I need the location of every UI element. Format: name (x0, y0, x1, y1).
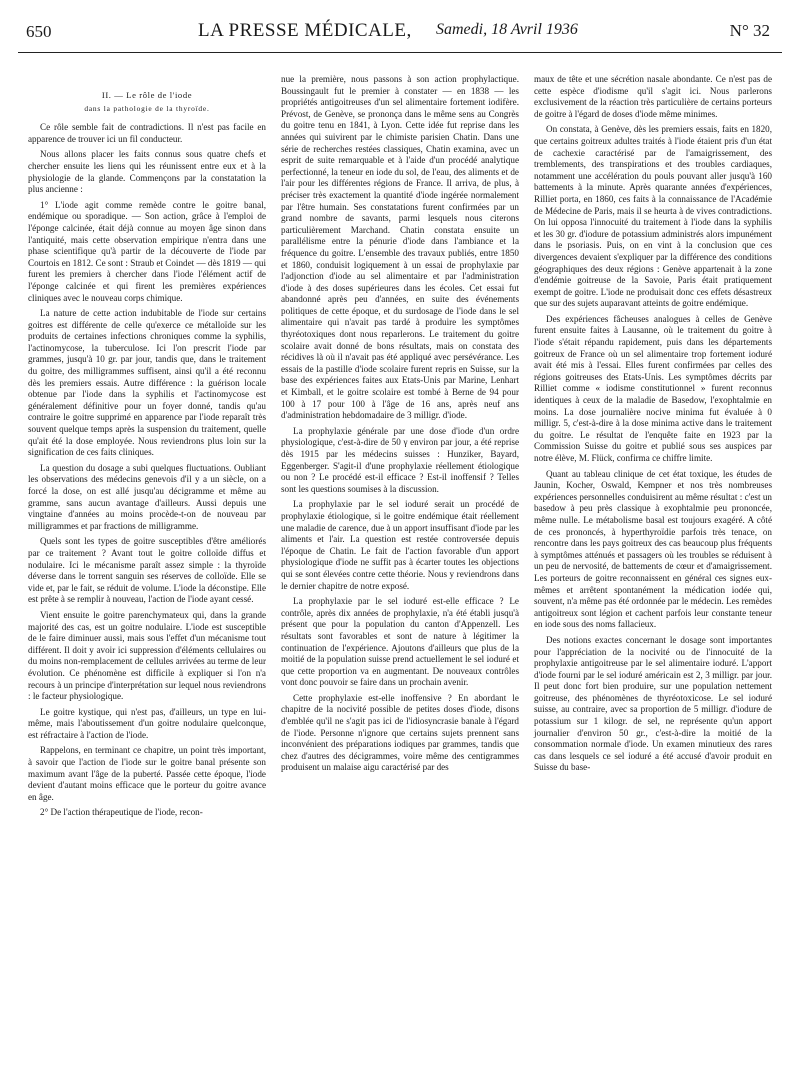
paragraph: La prophylaxie générale par une dose d'iode d'un ordre physiologique, c'est-à-dire de 50 γ environ par jour, a été reprise dès 1915 par les médecins suisses : Hunziker, Bayard, Eggenberger. S'agit-il d'une prophylaxie réellement étiologique ou non ? Le procédé est-il efficace ? Est-il inoffensif ? Telles sont les questions soumises à la discussion. (281, 425, 519, 494)
paragraph: Cette prophylaxie est-elle inoffensive ? En abordant le chapitre de la nocivité possible de petites doses d'iode, disons d'emblée qu'il ne s'agit pas ici de l'idiosyncrasie banale à l'égard de l'iode. Personne n'ignore que certains sujets prennent sans inconvénient des préparations iodiques par grammes, tandis que chez d'autres des décigrammes, voire même des centigrammes produisent un malaise aigu caractérisé par des (281, 692, 519, 773)
paragraph: La prophylaxie par le sel ioduré serait un procédé de prophylaxie étiologique, si le goitre endémique était réellement une maladie de carence, due à un apport insuffisant d'iode par les aliments et l'air. La question est restée controversée depuis l'époque de Chatin. Le fait de l'action favorable d'un apport physiologique d'iode ne suffit pas à écarter toutes les objections qui se sont élevées contre cette théorie. Nous y reviendrons dans le dernier chapitre de notre exposé. (281, 499, 519, 591)
column-2 (281, 74, 519, 778)
page-number: 650 (26, 22, 52, 41)
paragraph: 2° De l'action thérapeutique de l'iode, recon- (40, 807, 203, 818)
paragraph: On constata, à Genève, dès les premiers essais, faits en 1820, que certains goitreux adultes traités à l'iode étaient pris d'un état de cachexie caractérisé par de l'amaigrissement, des tremblements, des transpirations et des troubles cardiaques, notamment une accélération du pouls pouvant aller jusqu'à 160 battements à la minute. Après quarante années d'expériences, Rilliet porta, en 1860, ces faits à la connaissance de l'Académie de Médecine de Paris, mais il se heurta à de vives contradictions. On lui opposa l'innocuité du traitement à l'iode dans la syphilis et les 30 gr. d'iodure de potassium administrés alors impunément dans le psoriasis. Puis, on en vint à la conclusion que ces divergences devaient s'expliquer par la différence des conditions géographiques des deux régions : Genève appartenait à la zone d'endémie goitreuse de la Savoie, Paris était pratiquement exempt de goitre. L'iode ne produisait donc ces effets désastreux que sur des sujets auparavant atteints de goitre endémique. (534, 124, 772, 309)
paragraph: La question du dosage a subi quelques fluctuations. Oubliant les observations des médecins genevois d'il y a un siècle, on a forcé la dose, on est allé jusqu'au décigramme et même au gramme, sans aucun avantage d'ailleurs. Aussi depuis une vingtaine d'années au moins procède-t-on de nouveau par milligrammes et par fractions de milligramme. (28, 462, 266, 531)
paragraph: Nous allons placer les faits connus sous quatre chefs et chercher ensuite les liens qui les réunissent entre eux et à la physiologie de la glande. Commençons par la constatation la plus ancienne : (28, 149, 266, 195)
page-header (18, 18, 782, 53)
paragraph: maux de tête et une sécrétion nasale abondante. Ce n'est pas de cette espèce d'iodisme qu'il s'agit ici. Nous parlerons exclusivement de la réaction très particulière de certains porteurs de goitre à l'égard de doses d'iode même minimes. (534, 74, 772, 119)
paragraph: 1° L'iode agit comme remède contre le goitre banal, endémique ou sporadique. — Son action, grâce à l'emploi de l'éponge calcinée, était déjà connue au moyen âge sinon dans l'antiquité, mais cette observation empirique n'entra dans une phase scientifique qu'à partir de la découverte de l'iode par Courtois en 1812. Ce sont : Straub et Coindet — dès 1819 — qui furent les premiers à chercher dans l'iode l'élément actif de l'éponge calcinée et qui firent les premières expériences cliniques avec le nouveau corps chimique. (28, 199, 266, 303)
issue-date: Samedi, 18 Avril 1936 (436, 21, 578, 38)
issue-number: N° 32 (729, 21, 770, 40)
paragraph: Quels sont les types de goitre susceptibles d'être améliorés par ce traitement ? Avant tout le goitre colloïde diffus et nodulaire. Ici le mécanisme paraît assez simple : la thyroïde déverse dans le torrent sanguin ses réserves de colloïde. Elle se vide et, par le fait, se réduit de volume. L'iode la déconstipe. Elle est prête à se remplir à nouveau, l'action de l'iode ayant cessé. (28, 536, 266, 605)
paragraph: La nature de cette action indubitable de l'iode sur certains goitres est différente de celle qu'exerce ce métalloïde sur les produits de certaines infections chroniques comme la syphilis, l'actinomycose, la tuberculose. Ici l'on prescrit l'iode par grammes, jusqu'à 10 gr. par jour, tandis que, dans le traitement du goitre, des milligrammes suffisent, ainsi qu'il a été reconnu dès les premiers essais. Autre différence : la guérison locale obtenue par l'iode dans la syphilis et l'actinomycose est généralement définitive pour un foyer donné, tandis qu'au contraire le goitre supprimé en apparence par l'iode reparaît très souvent quelque temps après la suspension du traitement, quelle qu'ait été la dose employée. Nous reviendrons plus loin sur la signification de ces faits cliniques. (28, 308, 266, 458)
paragraph: Des notions exactes concernant le dosage sont importantes pour l'appréciation de la nocivité ou de l'innocuité de la prophylaxie antigoitreuse par le sel alimentaire ioduré. L'apport d'iode fourni par le sel ioduré américain est 2, 3 milligr. par jour. Il peut donc fort bien produire, sur une population nettement goitreuse, des phénomènes de thyréotoxicose. Le sel ioduré suisse, au contraire, avec sa proportion de 5 milligr. d'iodure de potassium sur 1 kilogr. de sel, ne représente qu'un apport journalier d'environ 50 gr., c'est-à-dire la moitié de la consommation normale d'iode. Un examen minutieux des rares cas dans lesquels ce sel ioduré a été accusé d'avoir produit en Suisse du base- (534, 634, 772, 773)
paragraph: Le goitre kystique, qui n'est pas, d'ailleurs, un type en lui-même, mais l'aboutissement d'un goitre nodulaire quelconque, est réfractaire à l'action de l'iode. (28, 706, 266, 740)
paragraph: La prophylaxie par le sel ioduré est-elle efficace ? Le contrôle, après dix années de prophylaxie, n'a été établi jusqu'à présent que pour la population du canton d'Appenzell. Les résultats sont favorables et sont de nature à légitimer la continuation de l'expérience. Ajoutons d'ailleurs que plus de la moitié de la population suisse prend actuellement le sel ioduré et que cette proportion va en augmentant. De nouveaux contrôles vont donc pouvoir se faire dans un prochain avenir. (281, 596, 519, 688)
newspaper-page (18, 0, 782, 1082)
column-3 (534, 74, 772, 778)
section-subheading: dans la pathologie de la thyroïde. (84, 103, 210, 113)
section-heading: II. — Le rôle de l'iode (101, 90, 193, 100)
paragraph: Quant au tableau clinique de cet état toxique, les études de Jaunin, Kocher, Oswald, Kempner et nos très nombreuses expériences personnelles conduisirent au même résultat : c'est un basedow à peu près classique à exophtalmie peu prononcée, même nulle. Le métabolisme basal est toujours exagéré. A côté de ces prononcés, à hyperthyroïdie parfois très tenace, on rencontre dans les pays goitreux des cas beaucoup plus fréquents à symptômes atténués et passagers où les troubles se réduisent à un peu de nervosité, de battements de cœur et d'amaigrissement. Les porteurs de goitre reconnaissent en général ces signes eux-mêmes et arrêtent spontanément la médication iodée qui, souvent, n'a même pas été ordonnée par le médecin. Les remèdes antigoitreux sont légion et cachent parfois leur constante teneur en iode sous des noms fallacieux. (534, 468, 772, 630)
journal-title: LA PRESSE MÉDICALE, (198, 20, 412, 41)
paragraph: Rappelons, en terminant ce chapitre, un point très important, à savoir que l'action de l'iode sur le goitre banal présente son maximum avant l'âge de la puberté. Passée cette époque, l'iode devient d'autant moins efficace que le porteur du goitre avance en âge. (28, 745, 266, 802)
paragraph: Ce rôle semble fait de contradictions. Il n'est pas facile en apparence de trouver ici un fil conducteur. (28, 122, 266, 144)
column-1 (28, 90, 266, 823)
paragraph: nue la première, nous passons à son action prophylactique. Boussingault fut le premier à constater — en 1838 — les propriétés antigoitreuses d'un sel alimentaire fortement iodifère. Prévost, de Genève, se prononça dans le même sens au Congrès du goitre tenu en 1841, à Lyon. Cette idée fut reprise dans les années qui suivirent par le chimiste parisien Chatin. Dans une série de recherches restées classiques, Chatin examina, avec un esprit de suite remarquable et à l'aide d'un procédé analytique perfectionné, la teneur en iode du sol, de l'eau, des aliments et de l'air pour les différentes régions de France. Il arriva, de plus, à préciser très exactement la quantité d'iode ingérée normalement par l'être humain. Ses constatations furent confirmées par un grand nombre de savants, parmi lesquels nous citerons particulièrement Marchand. Chatin constata ensuite un parallélisme entre la pénurie d'iode dans l'ambiance et la fréquence du goitre. L'ensemble des travaux publiés, entre 1850 et 1860, conduisit logiquement à un essai de prophylaxie par l'adjonction d'iode au sel alimentaire et par l'administration d'iode à des doses supérieures dans les écoles. Cet essai fut abandonné après peu d'années, en suite des événements politiques de cette époque, et du surdosage de l'iode dans le sel alimentaire qui n'avait pas tardé à produire les symptômes thyréotoxiques dont nous reparlerons. Le traitement du goitre scolaire avait donné de bons résultats, mais on constata des récidives là où il n'avait pas été appliqué avec persévérance. Les essais de la pastille d'iode scolaire furent repris en Suisse, sur la base des expériences faites aux Etats-Unis par Marine, Lenhart et Kimball, et le goitre scolaire est tombé à Berne de 94 pour 100 à 17 pour 100 à l'âge de 16 ans, après neuf ans d'administration hebdomadaire de 3 milligr. d'iode. (281, 74, 519, 421)
paragraph: Des expériences fâcheuses analogues à celles de Genève furent ensuite faites à Lausanne, où le traitement du goitre à l'iode s'était répandu rapidement, puis dans les départements goitreux de France où un sel alimentaire trop fortement ioduré avait été mis à l'essai. Elles furent confirmées par celles des régions goitreuses des Etats-Unis. Les symptômes décrits par Rilliet comme « iodisme constitutionnel » furent reconnus identiques à ceux de la maladie de Basedow, l'exophtalmie en moins. La dose journalière nocive minima fut évaluée à 0 milligr. 5, c'est-à-dire à la dose minima active dans le traitement du goitre. Le résultat de l'enquête faite en 1923 par la Commission Suisse du goitre et publié sous ses auspices par notre élève, M. Flück, confirma ce chiffre limite. (534, 313, 772, 463)
paragraph: Vient ensuite le goitre parenchymateux qui, dans la grande majorité des cas, est un goitre nodulaire. L'iode est susceptible de le faire diminuer aussi, mais sous l'effet d'un mécanisme tout différent. Il doit y avoir ici suppression d'éléments cellulaires ou du moins non-remplacement de cellules arrivées au terme de leur évolution. Ce phénomène est difficile à expliquer si l'on n'a recours à un principe d'interprétation sur lequel nous reviendrons : le facteur physiologique. (28, 609, 266, 702)
